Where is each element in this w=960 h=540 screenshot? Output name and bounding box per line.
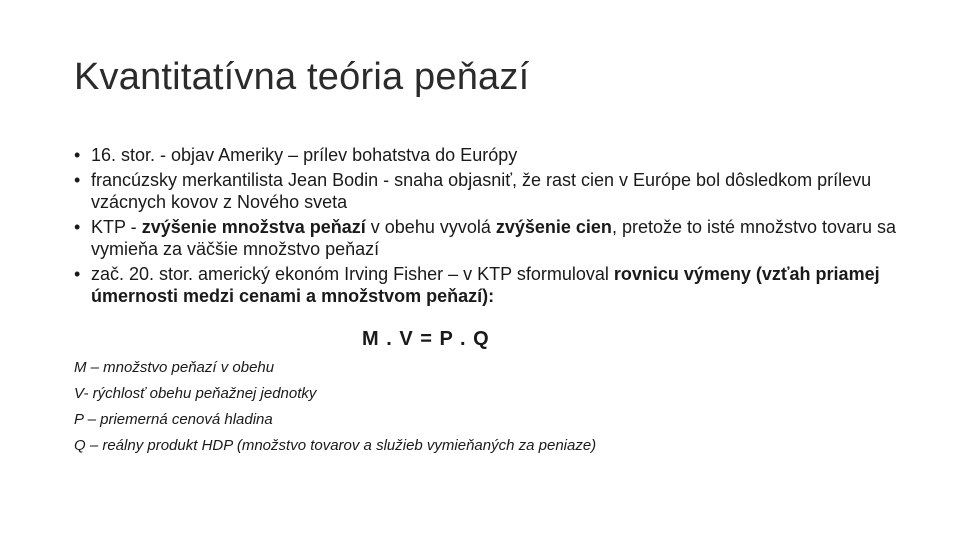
bullet-emphasis: rovnicu výmeny <box>613 264 751 284</box>
bullet-icon: • <box>74 170 81 190</box>
bullet-list <box>74 144 904 310</box>
legend-item-p: P – priemerná cenová hladina <box>74 411 273 428</box>
legend-item-q: Q – reálny produkt HDP (množstvo tovarov a služieb vymieňaných za peniaze) <box>74 437 597 454</box>
bullet-item <box>74 144 904 166</box>
bullet-text: v obehu vyvolá <box>365 217 496 237</box>
bullet-text: KTP - <box>91 217 142 237</box>
bullet-item <box>74 169 904 213</box>
bullet-text: zač. 20. stor. americký ekonóm Irving Fisher – v KTP sformuloval <box>91 264 614 284</box>
slide-title: Kvantitatívna teória peňazí <box>74 56 530 98</box>
bullet-text: 16. stor. - objav Ameriky – prílev bohatstva do Európy <box>91 145 518 165</box>
formula-legend <box>74 355 894 459</box>
bullet-icon: • <box>74 264 81 284</box>
bullet-emphasis: (vzťah priamej úmernosti medzi cenami a množstvom peňazí): <box>91 264 880 306</box>
bullet-emphasis: zvýšenie cien <box>495 217 612 237</box>
legend-item-m: M – množstvo peňazí v obehu <box>74 359 275 376</box>
bullet-emphasis: zvýšenie množstva peňazí <box>141 217 366 237</box>
bullet-text: francúzsky merkantilista Jean Bodin - snaha objasniť, že rast cien v Európe bol dôsledkom prílevu vzácnych kovov z Nového sveta <box>91 170 872 212</box>
bullet-icon: • <box>74 217 81 237</box>
legend-item-v: V- rýchlosť obehu peňažnej jednotky <box>74 385 317 402</box>
bullet-item <box>74 263 904 307</box>
equation-of-exchange: M . V = P . Q <box>362 328 490 350</box>
bullet-icon: • <box>74 145 81 165</box>
bullet-item <box>74 216 904 260</box>
bullet-text: , pretože to isté množstvo tovaru sa vymieňa za väčšie množstvo peňazí <box>91 217 897 259</box>
